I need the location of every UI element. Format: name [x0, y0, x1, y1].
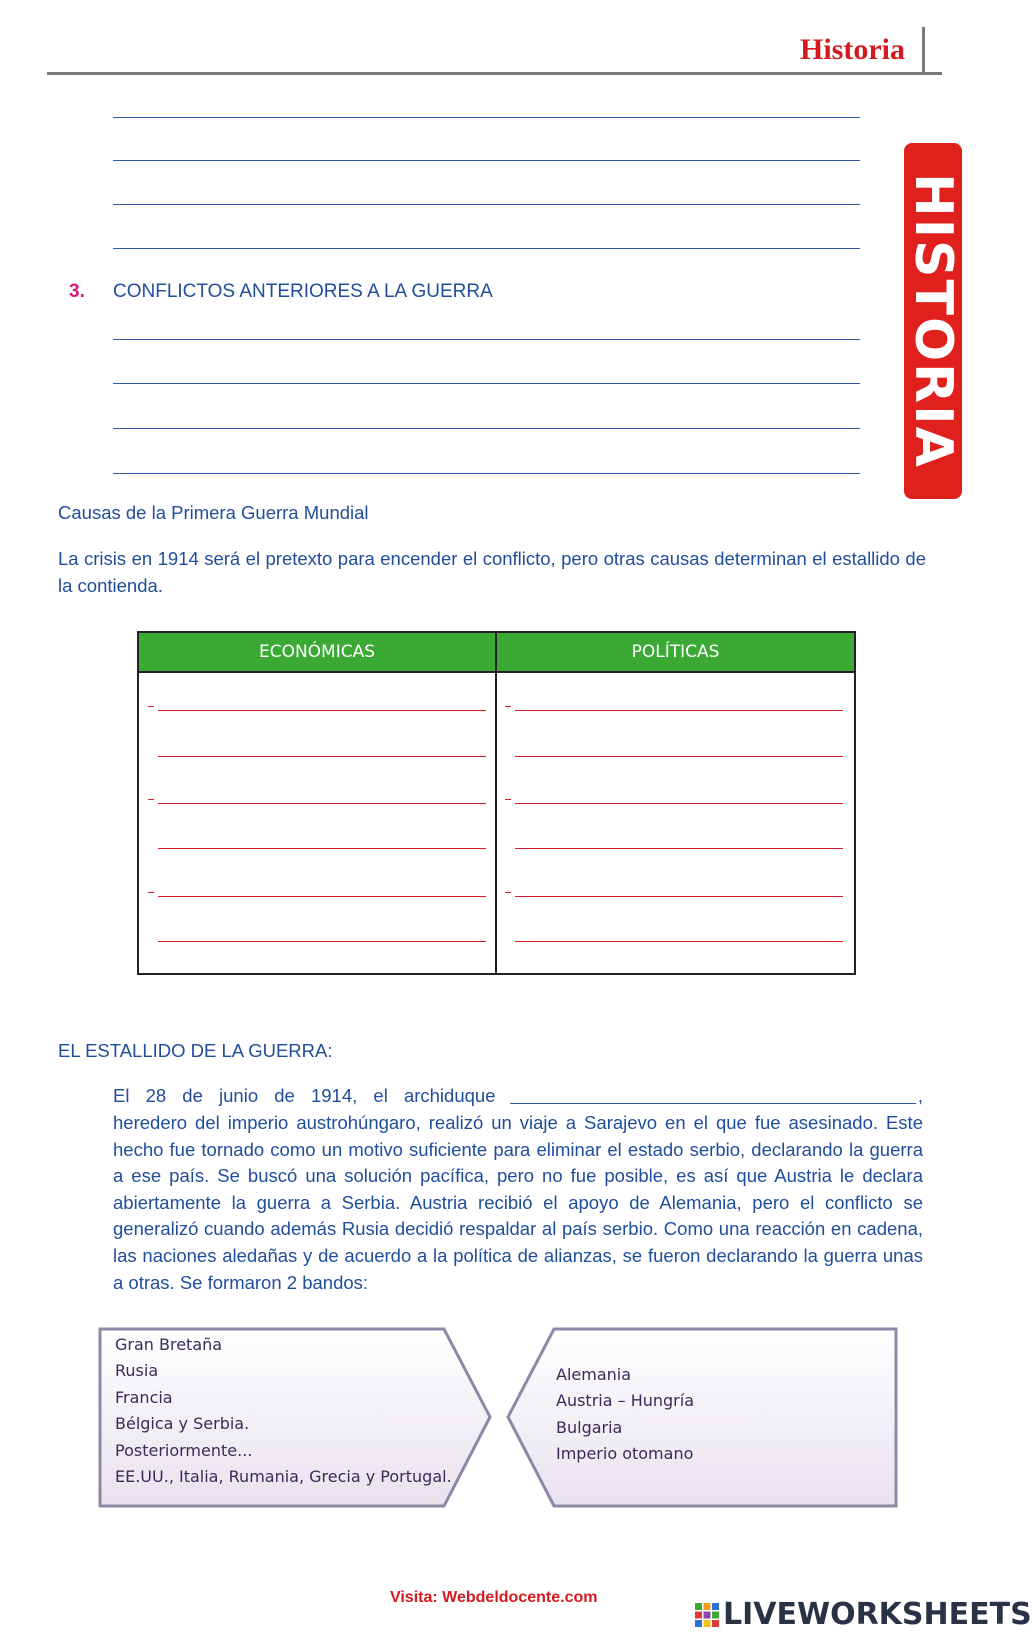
answer-line[interactable]	[158, 941, 486, 942]
header-divider	[922, 27, 925, 75]
column-divider	[495, 633, 497, 973]
causes-intro: La crisis en 1914 será el pretexto para encender el conflicto, pero otras causas determinan el estallido de la contienda.	[58, 548, 926, 596]
answer-line[interactable]	[113, 473, 860, 474]
bullet-dash	[148, 799, 154, 800]
answer-line[interactable]	[113, 383, 860, 384]
right-alliance-list	[556, 1362, 694, 1468]
answer-line[interactable]	[515, 848, 843, 849]
answer-line[interactable]	[158, 896, 486, 897]
causes-table	[137, 631, 856, 975]
answer-line[interactable]	[113, 117, 860, 118]
answer-line[interactable]	[515, 756, 843, 757]
estallido-line-start: El 28 de junio de 1914, el archiduque	[113, 1085, 496, 1106]
footer-visit-link[interactable]: Visita: Webdeldocente.com	[390, 1589, 598, 1606]
estallido-first-line	[113, 1083, 923, 1110]
answer-line[interactable]	[113, 428, 860, 429]
bullet-dash	[148, 892, 154, 893]
liveworksheets-wordmark: LIVEWORKSHEETS	[723, 1597, 1032, 1632]
list-item: EE.UU., Italia, Rumania, Grecia y Portugal.	[115, 1467, 452, 1487]
list-item: Gran Bretaña	[115, 1335, 223, 1354]
list-item: Francia	[115, 1387, 173, 1407]
list-item: Rusia	[115, 1361, 159, 1381]
bullet-dash	[505, 799, 511, 800]
col-header-economicas: ECONÓMICAS	[139, 633, 495, 671]
answer-line[interactable]	[515, 896, 843, 897]
estallido-heading: EL ESTALLIDO DE LA GUERRA:	[58, 1040, 333, 1061]
header-rule	[47, 72, 942, 75]
header-title: Historia	[800, 33, 905, 66]
answer-line[interactable]	[158, 848, 486, 849]
list-item: Austria – Hungría	[556, 1391, 694, 1411]
answer-line[interactable]	[158, 710, 486, 711]
col-header-politicas: POLÍTICAS	[497, 633, 854, 671]
list-item: Bulgaria	[556, 1417, 623, 1437]
answer-line[interactable]	[515, 941, 843, 942]
bullet-dash	[505, 706, 511, 707]
left-alliance-list	[115, 1332, 452, 1490]
bullet-dash	[505, 892, 511, 893]
list-item: Bélgica y Serbia.	[115, 1414, 250, 1434]
liveworksheets-icon	[694, 1602, 720, 1628]
estallido-line-end: ,	[917, 1085, 923, 1106]
list-item: Alemania	[556, 1365, 632, 1384]
list-item: Posteriormente...	[115, 1440, 253, 1460]
header-divider-line	[139, 671, 854, 673]
side-tab	[904, 143, 962, 499]
answer-line[interactable]	[113, 339, 860, 340]
estallido-body: heredero del imperio austrohúngaro, realizó un viaje a Sarajevo en el que fue asesinado. Este hecho fue tornado como un motivo suficiente para eliminar el estado serbio, declarando la guerra a ese país. Se buscó una solución pacífica, pero no fue posible, es así que Austria le declara abiertamente la guerra a Serbia. Austria recibió el apoyo de Alemania, pero el conflicto se generalizó cuando además Rusia decidió respaldar al país serbio. Como una reacción en cadena, las naciones aledañas y de acuerdo a la política de alianzas, se fueron declarando la guerra unas a otras. Se formaron 2 bandos:	[113, 1112, 923, 1293]
answer-line[interactable]	[113, 160, 860, 161]
answer-line[interactable]	[158, 803, 486, 804]
answer-line[interactable]	[113, 204, 860, 205]
list-item: Imperio otomano	[556, 1444, 694, 1464]
causes-heading: Causas de la Primera Guerra Mundial	[58, 502, 369, 523]
bullet-dash	[148, 706, 154, 707]
liveworksheets-logo	[694, 1597, 1032, 1632]
answer-line[interactable]	[113, 248, 860, 249]
answer-line[interactable]	[515, 803, 843, 804]
side-tab-label: HISTORIA	[903, 173, 963, 469]
section-title: CONFLICTOS ANTERIORES A LA GUERRA	[113, 281, 493, 302]
answer-line[interactable]	[158, 756, 486, 757]
archduke-name-blank[interactable]	[510, 1103, 916, 1104]
section-number: 3.	[69, 281, 85, 302]
answer-line[interactable]	[515, 710, 843, 711]
